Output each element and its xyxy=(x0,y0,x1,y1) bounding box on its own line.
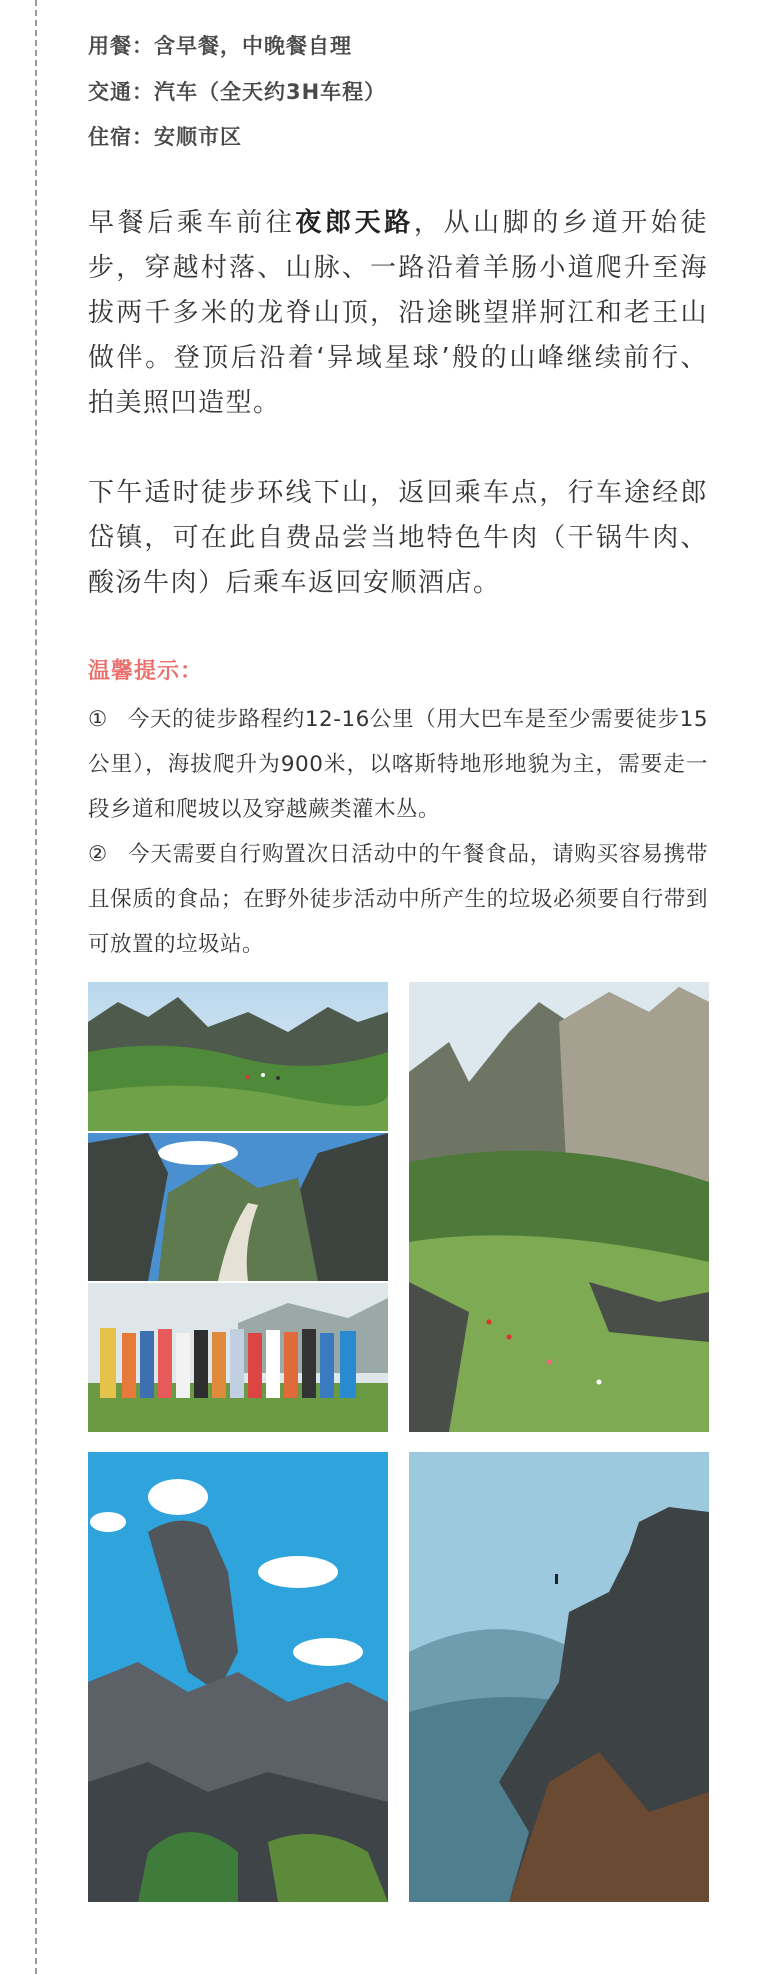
tip-text: 今天的徒步路程约12-16公里（用大巴车是至少需要徒步15公里），海拔爬升为900米，以喀斯特地形地貌为主，需要走一段乡道和爬坡以及穿越蕨类灌木丛。 xyxy=(88,707,708,822)
dashed-timeline-line xyxy=(35,0,37,1974)
photo-balanced-rock xyxy=(88,1452,388,1902)
tip-number: ② xyxy=(88,842,109,867)
afternoon-description: 下午适时徒步环线下山，返回乘车点，行车途经郎岱镇，可在此自费品尝当地特色牛肉（干锅牛肉、酸汤牛肉）后乘车返回安顺酒店。 xyxy=(88,478,708,598)
photo-cliff-edge xyxy=(409,1452,709,1902)
tip-item-2 xyxy=(88,832,708,967)
photo-mountain-hikers xyxy=(88,982,388,1131)
lodging-info: 住宿：安顺市区 xyxy=(88,125,242,149)
meals-info: 用餐：含早餐，中晚餐自理 xyxy=(88,34,352,58)
photo-group xyxy=(88,1283,388,1432)
paragraph-text-end: ，从山脚的乡道开始徒步，穿越村落、山脉、一路沿着羊肠小道爬升至海拔两千多米的龙脊山顶，沿途眺望牂牁江和老王山做伴。登顶后沿着‘异域星球’般的山峰继续前行、拍美照凹造型。 xyxy=(88,208,708,418)
photo-cliffs-hikers xyxy=(409,982,709,1432)
tip-text: 今天需要自行购置次日活动中的午餐食品，请购买容易携带且保质的食品；在野外徒步活动中所产生的垃圾必须要自行带到可放置的垃圾站。 xyxy=(88,842,708,957)
tips-title: 温馨提示： xyxy=(88,659,204,684)
photo-road-through-rocks xyxy=(88,1133,388,1281)
tip-item-1 xyxy=(88,697,708,832)
highlight-ye-lang-road: 夜郎天路 xyxy=(295,208,414,238)
transport-info: 交通：汽车（全天约3H车程） xyxy=(88,80,387,104)
paragraph-text-start: 早餐后乘车前往 xyxy=(88,208,296,238)
morning-description xyxy=(88,201,708,426)
next-section-title-partial xyxy=(90,1950,590,1974)
tip-number: ① xyxy=(88,707,108,732)
